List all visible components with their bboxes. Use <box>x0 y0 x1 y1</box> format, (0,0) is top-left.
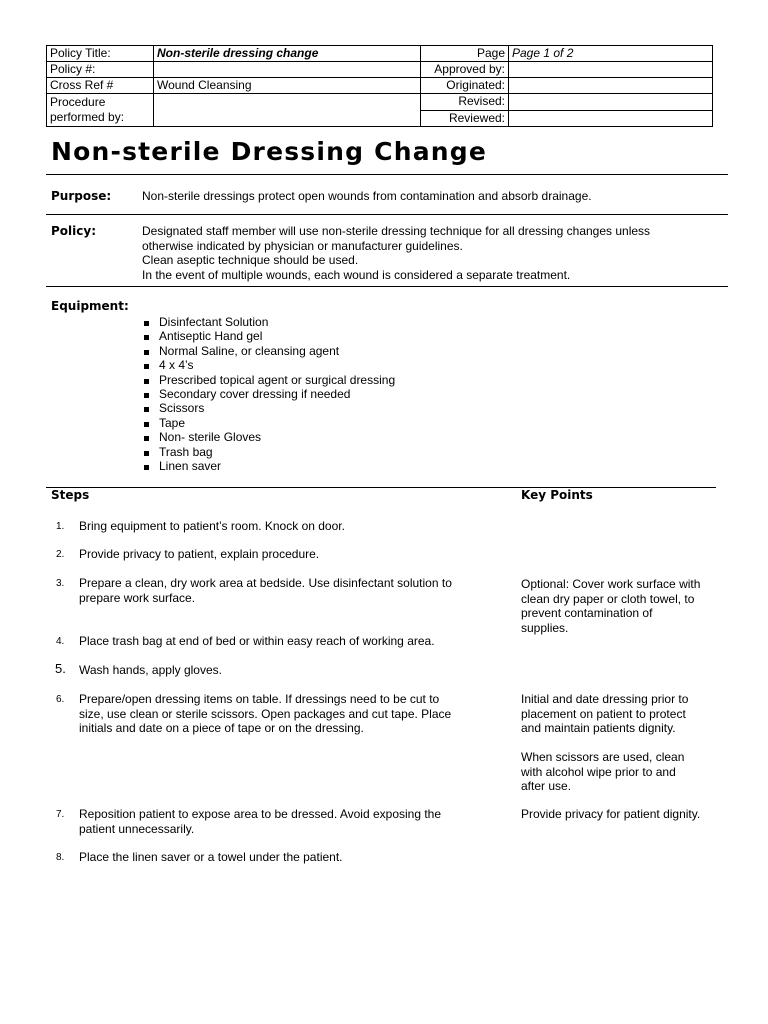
revised-label: Revised: <box>421 94 509 111</box>
step-line: Reposition patient to expose area to be dressed. Avoid exposing the <box>79 807 442 821</box>
policy-label: Policy: <box>51 224 96 238</box>
reviewed-value <box>509 110 713 127</box>
step-number: 3. <box>56 578 65 589</box>
list-item <box>142 315 395 329</box>
step-number: 2. <box>56 549 65 560</box>
list-item <box>142 445 395 459</box>
step-line: initials and date on a piece of tape or on the dressing. <box>79 721 364 735</box>
procedure-label-line-1: Procedure <box>50 95 106 109</box>
equipment-label: Equipment: <box>51 299 129 313</box>
key-point-line: prevent contamination of <box>521 606 653 620</box>
list-item <box>142 373 395 387</box>
key-point-line: after use. <box>521 779 572 793</box>
list-item <box>142 430 395 444</box>
list-item-text: Non- sterile Gloves <box>159 430 262 445</box>
page-label: Page <box>421 46 509 62</box>
policy-header-table <box>46 45 713 127</box>
step-line: Wash hands, apply gloves. <box>79 663 222 677</box>
list-item-text: Scissors <box>159 401 205 416</box>
list-item <box>142 329 395 343</box>
step-text <box>79 850 499 865</box>
step-line: Place the linen saver or a towel under the patient. <box>79 850 343 864</box>
bullet-icon <box>144 335 149 340</box>
purpose-line: Non-sterile dressings protect open wounds from contamination and absorb drainage. <box>142 189 592 203</box>
key-point-line: Provide privacy for patient dignity. <box>521 807 701 821</box>
key-point <box>521 577 721 635</box>
step-line: prepare work surface. <box>79 590 196 605</box>
list-item-text: Disinfectant Solution <box>159 315 269 329</box>
bullet-icon <box>144 379 149 384</box>
bullet-icon <box>144 436 149 441</box>
procedure-label <box>47 94 154 127</box>
step-text <box>79 576 499 605</box>
policy-num-label: Policy #: <box>47 62 154 78</box>
list-item <box>142 344 395 358</box>
policy-line: Designated staff member will use non-sterile dressing technique for all dressing changes unless <box>142 224 651 238</box>
list-item-text: Antiseptic Hand gel <box>159 329 263 344</box>
bullet-icon <box>144 321 149 326</box>
key-point-line: supplies. <box>521 620 569 635</box>
key-point-line: with alcohol wipe prior to and <box>521 764 676 779</box>
header-row-procedure <box>47 94 713 111</box>
key-point-line: Optional: Cover work surface with <box>521 577 701 591</box>
revised-value <box>509 94 713 111</box>
key-point <box>521 692 721 736</box>
step-number: 4. <box>56 636 65 647</box>
bullet-icon <box>144 393 149 398</box>
bullet-icon <box>144 465 149 470</box>
cross-ref-label: Cross Ref # <box>47 78 154 94</box>
list-item-text: Secondary cover dressing if needed <box>159 386 351 401</box>
reviewed-label: Reviewed: <box>421 110 509 127</box>
key-point-line: placement on patient to protect <box>521 706 686 721</box>
page-value: Page 1 of 2 <box>509 46 713 62</box>
divider <box>46 286 728 287</box>
step-number: 7. <box>56 809 65 820</box>
key-point-line: and maintain patients dignity. <box>521 721 676 735</box>
key-points-header: Key Points <box>521 488 593 502</box>
policy-num-value <box>154 62 421 78</box>
header-row-title <box>47 46 713 62</box>
list-item-text: Linen saver <box>159 458 222 473</box>
list-item <box>142 416 395 430</box>
step-line: Prepare a clean, dry work area at bedside. Use disinfectant solution to <box>79 576 452 590</box>
purpose-text <box>142 189 702 204</box>
list-item <box>142 401 395 415</box>
equipment-list <box>142 315 395 473</box>
step-text <box>79 663 499 678</box>
bullet-icon <box>144 350 149 355</box>
policy-line: In the event of multiple wounds, each wound is considered a separate treatment. <box>142 267 571 282</box>
originated-value <box>509 78 713 94</box>
policy-text <box>142 224 702 282</box>
policy-line: Clean aseptic technique should be used. <box>142 253 359 267</box>
step-text <box>79 634 499 649</box>
header-row-cross-ref <box>47 78 713 94</box>
bullet-icon <box>144 451 149 456</box>
step-text <box>79 547 499 562</box>
approved-label: Approved by: <box>421 62 509 78</box>
approved-value <box>509 62 713 78</box>
divider <box>46 214 728 215</box>
procedure-value <box>154 94 421 127</box>
bullet-icon <box>144 364 149 369</box>
list-item-text: Tape <box>159 415 186 430</box>
steps-header: Steps <box>51 488 90 502</box>
list-item-text: Prescribed topical agent or surgical dressing <box>159 372 396 387</box>
step-text <box>79 807 499 836</box>
step-text <box>79 692 499 736</box>
policy-title-label: Policy Title: <box>47 46 154 62</box>
key-point-line: clean dry paper or cloth towel, to <box>521 591 695 606</box>
purpose-label: Purpose: <box>51 189 112 203</box>
step-number: 6. <box>56 694 65 705</box>
key-point-line: Initial and date dressing prior to <box>521 692 689 706</box>
policy-line: otherwise indicated by physician or manufacturer guidelines. <box>142 238 463 253</box>
step-line: patient unnecessarily. <box>79 821 195 836</box>
step-number: 1. <box>56 521 65 532</box>
step-line: Bring equipment to patient’s room. Knock on door. <box>79 519 345 533</box>
bullet-icon <box>144 407 149 412</box>
key-point <box>521 750 721 794</box>
list-item-text: 4 x 4’s <box>159 358 194 373</box>
step-text <box>79 519 499 534</box>
list-item <box>142 358 395 372</box>
list-item-text: Normal Saline, or cleansing agent <box>159 343 340 358</box>
step-number: 8. <box>56 852 65 863</box>
cross-ref-value: Wound Cleansing <box>154 78 421 94</box>
document-title: Non-sterile Dressing Change <box>51 137 488 166</box>
policy-title-value: Non-sterile dressing change <box>154 46 421 62</box>
bullet-icon <box>144 422 149 427</box>
step-line: size, use clean or sterile scissors. Open packages and cut tape. Place <box>79 706 452 721</box>
key-point-line: When scissors are used, clean <box>521 750 685 764</box>
list-item-text: Trash bag <box>159 444 213 459</box>
list-item <box>142 387 395 401</box>
divider <box>46 487 716 488</box>
key-point <box>521 807 721 822</box>
step-line: Provide privacy to patient, explain procedure. <box>79 547 320 561</box>
originated-label: Originated: <box>421 78 509 94</box>
step-line: Place trash bag at end of bed or within easy reach of working area. <box>79 634 435 648</box>
step-number: 5. <box>55 661 66 676</box>
divider <box>46 174 728 175</box>
step-line: Prepare/open dressing items on table. If dressings need to be cut to <box>79 692 440 706</box>
list-item <box>142 459 395 473</box>
procedure-label-line-2: performed by: <box>50 110 125 124</box>
header-row-policy-num <box>47 62 713 78</box>
